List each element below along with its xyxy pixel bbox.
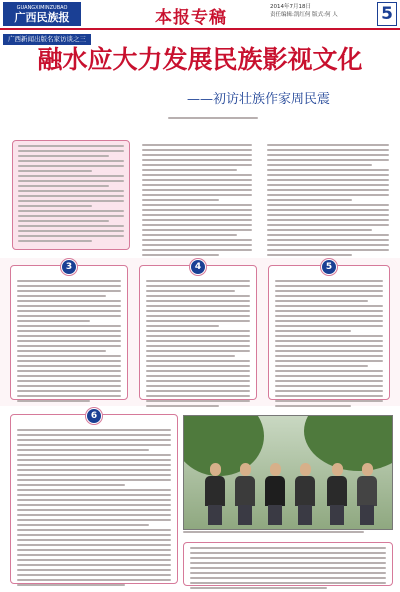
newspaper-logo (3, 2, 81, 26)
person-figure (324, 463, 350, 525)
person-figure (232, 463, 258, 525)
text-lines (18, 145, 124, 242)
qa-box-5 (268, 262, 390, 400)
byline-placeholder (168, 117, 258, 124)
section-title: 本报专稿 (155, 8, 227, 28)
section-number-badge: 4 (190, 259, 206, 275)
photo-caption-placeholder (183, 531, 393, 539)
person-figure (262, 463, 288, 525)
logo-text: 广西民族报 (14, 10, 70, 24)
issue-date: 2014年7月18日 (270, 4, 311, 10)
section-number-badge: 3 (61, 259, 77, 275)
person-figure (354, 463, 380, 525)
text-lines (269, 266, 389, 411)
logo-pinyin: GUANGXIMINZUBAO (16, 4, 68, 11)
subheadline: ——初访壮族作家周民震 (186, 92, 330, 107)
text-lines (140, 266, 256, 411)
article-column-1 (137, 140, 257, 252)
masthead (0, 0, 400, 30)
series-label: 广西新闻出版名家访谈之三 (3, 34, 91, 45)
issue-meta (270, 4, 338, 20)
qa-box-6 (10, 411, 178, 584)
text-lines (184, 543, 392, 592)
group-photo (183, 415, 393, 530)
article-column-2 (262, 140, 394, 252)
person-figure (292, 463, 318, 525)
text-lines (267, 144, 389, 256)
section-number-badge: 6 (86, 408, 102, 424)
intro-box (12, 140, 130, 250)
editor-credit: 责任编辑:凯红何 版式:何 人 (270, 11, 338, 18)
text-lines (11, 415, 177, 590)
headline: 融水应大力发展民族影视文化 (37, 45, 363, 74)
text-lines (11, 266, 127, 406)
qa-box-3 (10, 262, 128, 400)
bio-box (183, 542, 393, 586)
page-number: 5 (377, 2, 397, 26)
text-lines (142, 144, 252, 256)
person-figure (202, 463, 228, 525)
qa-box-4 (139, 262, 257, 400)
section-number-badge: 5 (321, 259, 337, 275)
